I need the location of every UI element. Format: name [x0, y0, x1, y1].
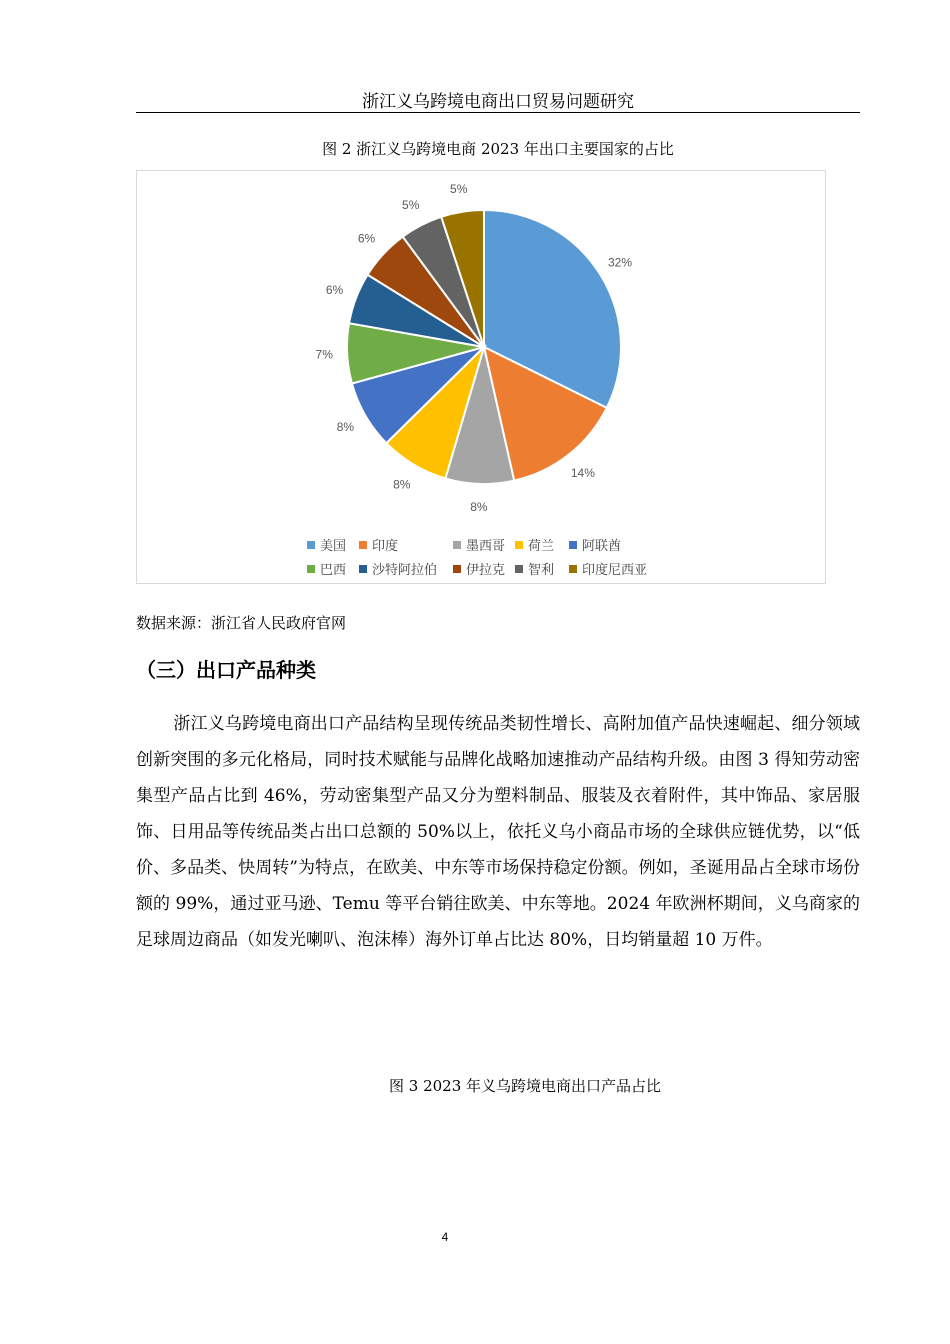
legend-swatch — [515, 541, 523, 549]
header-rule — [136, 112, 860, 113]
legend-swatch — [569, 541, 577, 549]
legend-label: 伊拉克 — [466, 562, 506, 577]
legend-item-7 — [359, 561, 437, 579]
body-paragraph: 浙江义乌跨境电商出口产品结构呈现传统品类韧性增长、高附加值产品快速崛起、细分领域创新突围的多元化格局，同时技术赋能与品牌化战略加速推动产品结构升级。由图 3 得知劳动密集型产品占比到 46%，劳动密集型产品又分为塑料制品、服装及衣着附件，其中饰品、家居服饰、日用品等传统品类占出口总额的 50%以上，依托义乌小商品市场的全球供应链优势，以“低价、多品类、快周转”为特点，在欧美、中东等市场保持稳定份额。例如，圣诞用品占全球市场份额的 99%，通过亚马逊、Temu 等平台销往欧美、中东等地。2024 年欧洲杯期间，义乌商家的足球周边商品（如发光喇叭、泡沫棒）海外订单占比达 80%，日均销量超 10 万件。 — [136, 714, 860, 950]
legend-item-2 — [359, 537, 398, 555]
running-header: 浙江义乌跨境电商出口贸易问题研究 — [362, 92, 634, 112]
legend-swatch — [515, 565, 523, 573]
pie-chart-frame — [136, 170, 826, 584]
legend-swatch — [453, 541, 461, 549]
legend-row — [137, 561, 825, 585]
legend-swatch — [359, 565, 367, 573]
legend-label: 美国 — [320, 538, 347, 553]
data-source-note: 数据来源：浙江省人民政府官网 — [136, 614, 347, 632]
legend-label: 巴西 — [320, 562, 347, 577]
chart-legend — [137, 537, 825, 585]
legend-item-8 — [453, 561, 505, 579]
page-number: 4 — [441, 1230, 449, 1244]
legend-item-4 — [515, 537, 554, 555]
legend-swatch — [359, 541, 367, 549]
legend-label: 印度尼西亚 — [582, 562, 648, 577]
figure-2-caption: 图 2 浙江义乌跨境电商 2023 年出口主要国家的占比 — [322, 140, 674, 158]
legend-swatch — [307, 565, 315, 573]
legend-label: 智利 — [528, 562, 555, 577]
pie-data-label-4: 8% — [393, 477, 411, 492]
legend-item-3 — [453, 537, 505, 555]
legend-swatch — [569, 565, 577, 573]
legend-swatch — [453, 565, 461, 573]
legend-label: 印度 — [372, 538, 399, 553]
pie-data-label-7: 6% — [325, 282, 344, 297]
legend-item-5 — [569, 537, 621, 555]
legend-row — [137, 537, 825, 561]
pie-data-label-8: 6% — [357, 231, 376, 246]
legend-item-10 — [569, 561, 647, 579]
legend-label: 阿联酋 — [582, 538, 622, 553]
pie-data-label-3: 8% — [470, 499, 488, 514]
legend-item-6 — [307, 561, 346, 579]
legend-label: 墨西哥 — [466, 538, 506, 553]
pie-data-label-2: 14% — [570, 465, 595, 480]
section-heading: （三）出口产品种类 — [136, 658, 316, 682]
legend-label: 荷兰 — [528, 538, 555, 553]
pie-data-label-6: 7% — [315, 347, 333, 362]
legend-item-9 — [515, 561, 554, 579]
pie-data-label-5: 8% — [336, 420, 355, 434]
pie-chart — [137, 171, 825, 583]
figure-3-caption: 图 3 2023 年义乌跨境电商出口产品占比 — [388, 1077, 662, 1095]
pie-data-label-1: 32% — [607, 255, 633, 270]
legend-item-1 — [307, 537, 346, 555]
pie-data-label-9: 5% — [402, 197, 420, 212]
pie-data-label-10: 5% — [450, 182, 468, 196]
legend-swatch — [307, 541, 315, 549]
legend-label: 沙特阿拉伯 — [372, 562, 438, 577]
